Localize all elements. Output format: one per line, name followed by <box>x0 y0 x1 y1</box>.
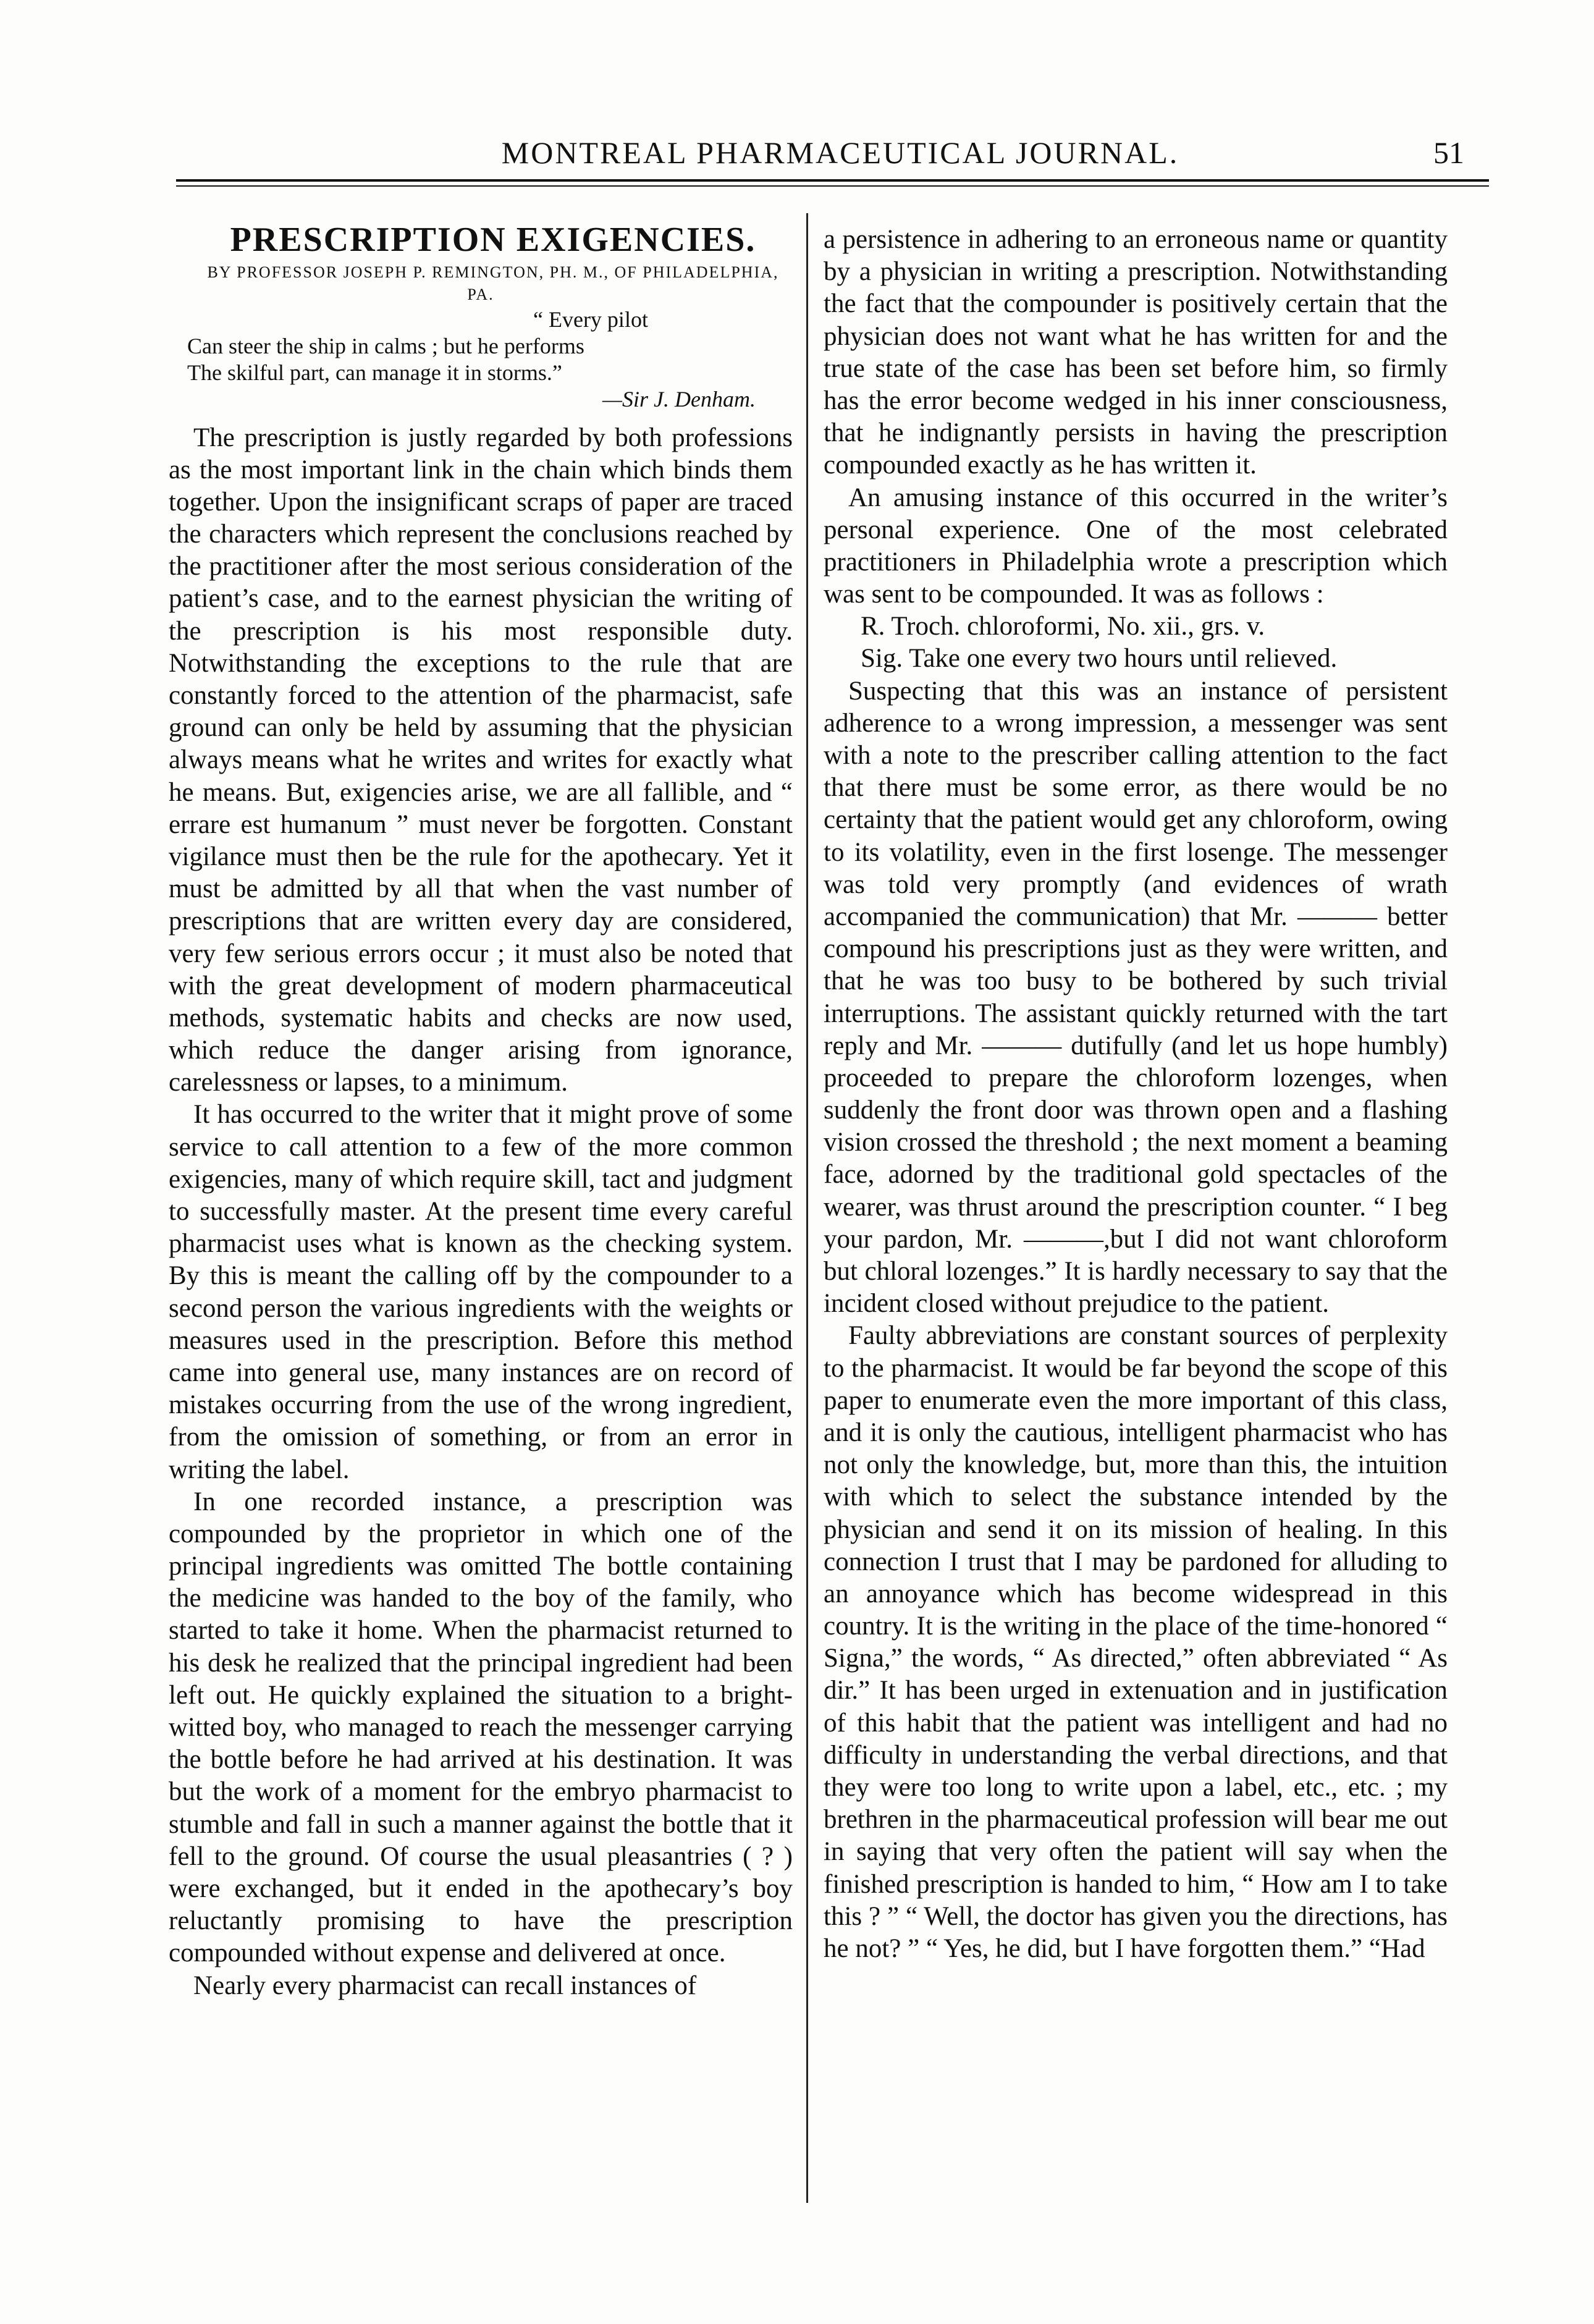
article-byline: BY PROFESSOR JOSEPH P. REMINGTON, PH. M., OF PHILADELPHIA, PA. <box>207 263 779 304</box>
body-paragraph: An amusing instance of this occurred in the writer’s personal experience. One of the most celebrated practitioners in Philadelphia wrote a prescription which was sent to be compounded. It was as follows : <box>824 483 1448 609</box>
body-paragraph: Nearly every pharmacist can recall instances of <box>193 1971 697 2000</box>
column-divider <box>806 213 808 2203</box>
left-column <box>169 219 793 2002</box>
body-paragraph: a persistence in adhering to an erroneous name or quantity by a physician in writing a prescription. Notwithstanding the fact that the compounder is positively certain that the physician does not want what he has written for and the true state of the case has been set before him, so firmly has the error become wedged in his inner consciousness, that he indignantly persists in having the prescription compounded exactly as he has written it. <box>824 225 1448 480</box>
article-title: PRESCRIPTION EXIGENCIES. <box>230 221 756 259</box>
body-paragraph: In one recorded instance, a prescription was compounded by the proprietor in which one of the principal ingredients was omitted The bottle containing the medicine was handed to the boy of the family, who started to take it home. When the pharmacist returned to his desk he realized that the principal ingredient had been left out. He quickly explained the situation to a bright-witted boy, who managed to reach the messenger carrying the bottle before he had arrived at his destination. It was but the work of a moment for the embryo pharmacist to stumble and fall in such a manner against the bottle that it fell to the ground. Of course the usual pleasantries ( ? ) were exchanged, but it ended in the apothecary’s boy reluctantly promising to have the prescription compounded without expense and delivered at once. <box>169 1487 793 1968</box>
page-number: 51 <box>1433 135 1464 170</box>
epigraph-line: “ Every pilot <box>533 306 648 332</box>
epigraph <box>169 306 793 413</box>
right-column <box>824 224 1448 1965</box>
prescription-formula-line: R. Troch. chloroformi, No. xii., grs. v. <box>861 612 1265 641</box>
body-paragraph: It has occurred to the writer that it might prove of some service to call attention to a few of the more common exigencies, many of which require skill, tact and judgment to successfully master. At the present time every careful pharmacist uses what is known as the checking system. By this is meant the calling off by the compounder to a second person the various ingredients with the weights or measures used in the prescription. Before this method came into general use, many instances are on record of mistakes occurring from the use of the wrong ingredient, from the omission of something, or from an error in writing the label. <box>169 1100 793 1484</box>
epigraph-line: The skilful part, can manage it in storms.” <box>187 360 562 386</box>
epigraph-line: Can steer the ship in calms ; but he performs <box>187 333 584 358</box>
body-paragraph: The prescription is justly regarded by both professions as the most important link in the chain which binds them together. Upon the insignificant scraps of paper are traced the characters which represent the conclusions reached by the practitioner after the most serious consideration of the patient’s case, and to the earnest physician the writing of the prescription is his most responsible duty. Notwithstanding the exceptions to the rule that are constantly forced to the attention of the pharmacist, safe ground can only be held by assuming that the physician always means what he writes and writes for exactly what he means. But, exigencies arise, we are all fallible, and “ errare est humanum ” must never be forgotten. Constant vigilance must then be the rule for the apothecary. Yet it must be admitted by all that when the vast number of prescriptions that are written every day are considered, very few serious errors occur ; it must also be noted that with the great development of modern pharmaceutical methods, systematic habits and checks are now used, which reduce the danger arising from ignorance, carelessness or lapses, to a minimum. <box>169 423 793 1097</box>
body-paragraph: Faulty abbreviations are constant sources of perplexity to the pharmacist. It would be far beyond the scope of this paper to enumerate even the more important of this class, and it is only the cautious, intelligent pharmacist who has not only the knowledge, but, more than this, the intuition with which to select the substance intended by the physician and send it on its mission of healing. In this connection I trust that I may be pardoned for alluding to an annoyance which has become widespread in this country. It is the writing in the place of the time-honored “ Signa,” the words, “ As directed,” often abbreviated “ As dir.” It has been urged in extenuation and in justification of this habit that the patient was intelligent and had no difficulty in understanding the verbal directions, and that they were too long to write upon a label, etc., etc. ; my brethren in the pharmaceutical profession will bear me out in saying that very often the patient will say when the finished prescription is handed to him, “ How am I to take this ? ” “ Well, the doctor has given you the directions, has he not? ” “ Yes, he did, but I have forgotten them.” “Had <box>824 1321 1448 1963</box>
header-rule-thin <box>176 185 1489 187</box>
prescription-formula-line: Sig. Take one every two hours until relieved. <box>861 644 1338 674</box>
epigraph-attribution: —Sir J. Denham. <box>602 387 756 412</box>
body-paragraph: Suspecting that this was an instance of persistent adherence to a wrong impression, a messenger was sent with a note to the prescriber calling attention to the fact that there must be some error, as there would be no certainty that the patient would get any chloroform, owing to its volatility, even in the first losenge. The messenger was told very promptly (and evidences of wrath accompanied the communication) that Mr. ——— better compound his prescriptions just as they were written, and that he was too busy to be bothered by such trivial interruptions. The assistant quickly returned with the tart reply and Mr. ——— dutifully (and let us hope humbly) proceeded to prepare the chloroform lozenges, when suddenly the front door was thrown open and a flashing vision crossed the threshold ; the next moment a beaming face, adorned by the traditional gold spectacles of the wearer, was thrust around the prescription counter. “ I beg your pardon, Mr. ———,but I did not want chloroform but chloral lozenges.” It is hardly necessary to say that the incident closed without prejudice to the patient. <box>824 676 1448 1319</box>
header-rule <box>176 179 1489 182</box>
running-title: MONTREAL PHARMACEUTICAL JOURNAL. <box>501 135 1179 170</box>
